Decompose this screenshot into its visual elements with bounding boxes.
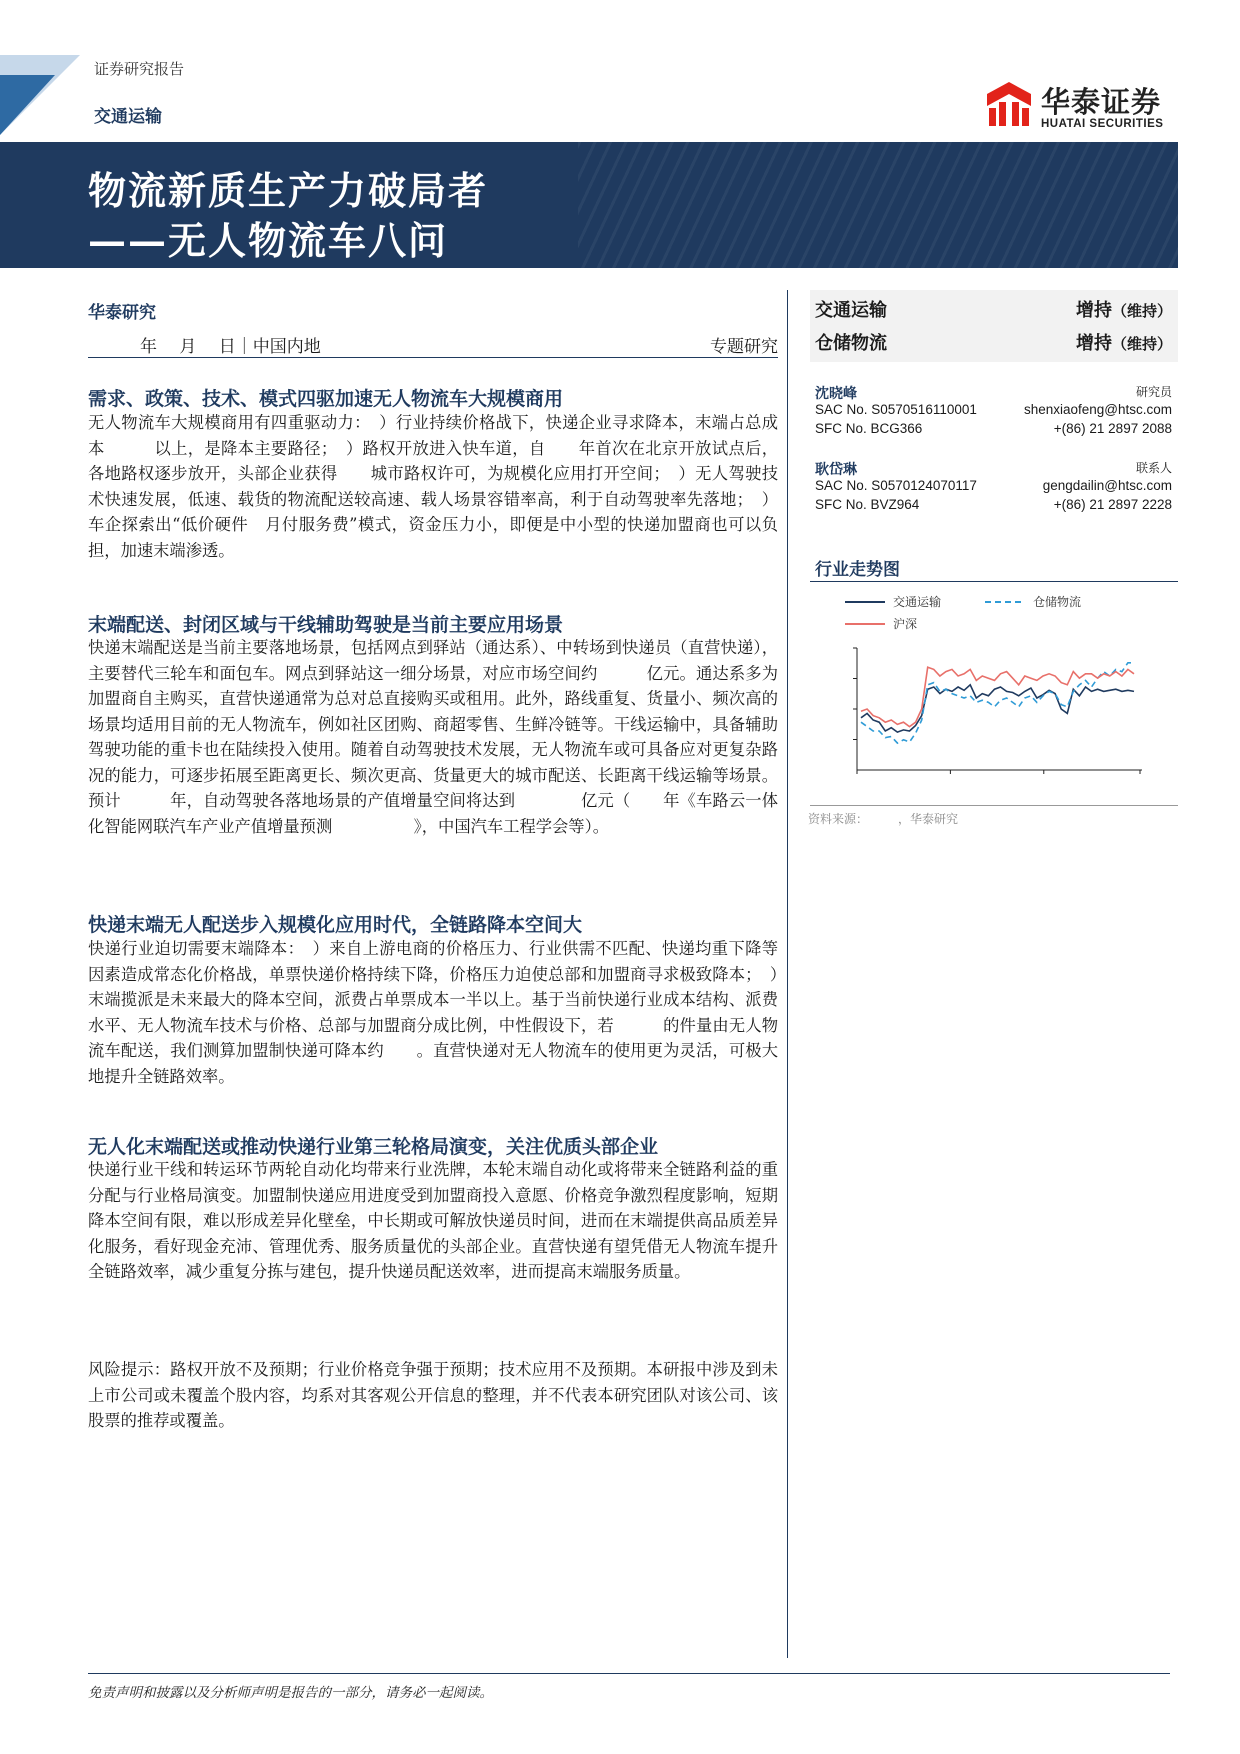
- title-banner: [0, 142, 1178, 268]
- series-line-0: [861, 685, 1134, 732]
- chart-axes: [853, 648, 1142, 774]
- section-body: 快递行业干线和转运环节两轮自动化均带来行业洗牌，本轮末端自动化或将带来全链路利益的重分配与行业格局演变。加盟制快递应用进度受到加盟商投入意愿、价格竞争激烈程度影响，短期降本空间有限，难以形成差异化壁垒，中长期或可解放快递员时间，进而在末端提供高品质差异化服务，看好现金充沛、管理优秀、服务质量优的头部企业。直营快递有望凭借无人物流车提升全链路效率，减少重复分拣与建包，提升快递员配送效率，进而提高末端服务质量。: [88, 1160, 778, 1281]
- rating-row: [815, 296, 1172, 322]
- analyst-sfc: SFC No. BCG366: [815, 421, 923, 436]
- divider: [810, 805, 1178, 806]
- footer-disclaimer: 免责声明和披露以及分析师声明是报告的一部分，请务必一起阅读。: [88, 1685, 493, 1701]
- series-line-2: [861, 667, 1134, 726]
- report-type: 证券研究报告: [94, 60, 185, 78]
- corner-decoration-dark: [0, 75, 55, 135]
- analyst-phone: +(86) 21 2897 2088: [1053, 421, 1172, 436]
- rating-sector: 交通运输: [815, 300, 887, 321]
- report-subtitle: ——无人物流车八问: [88, 218, 449, 263]
- section-body: 快递行业迫切需要末端降本： ）来自上游电商的价格压力、行业供需不匹配、快递均重下降等因素造成常态化价格战，单票快递价格持续下降，价格压力迫使总部和加盟商寻求极致降本； ）末端揽派是未来最大的降本空间，派费占单票成本一半以上。基于当前快递行业成本结构、派费水平、无人物流车技术与价格、总部与加盟商分成比例，中性假设下，若 的件量由无人物流车配送，我们测算加盟制快递可降本约 。直营快递对无人物流车的使用更为灵活，可极大地提升全链路效率。: [88, 939, 778, 1086]
- section-title: 末端配送、封闭区域与干线辅助驾驶是当前主要应用场景: [88, 614, 564, 636]
- section-title: 无人化末端配送或推动快递行业第三轮格局演变，关注优质头部企业: [88, 1136, 659, 1158]
- analyst-role: 联系人: [1135, 461, 1172, 475]
- analyst-sfc: SFC No. BVZ964: [815, 497, 920, 512]
- chart-lines: [861, 663, 1134, 743]
- rating-note: （维持）: [1111, 335, 1172, 353]
- analyst-card: [815, 383, 1172, 440]
- rating-value: 增持: [1075, 300, 1112, 321]
- analyst-email[interactable]: gengdailin@htsc.com: [1042, 478, 1172, 493]
- rating-note: （维持）: [1111, 302, 1172, 320]
- trend-chart-title: 行业走势图: [815, 560, 900, 580]
- analyst-sac: SAC No. S0570516110001: [815, 402, 977, 417]
- report-date: 年 月 日｜中国内地: [140, 337, 321, 357]
- legend-label: 交通运输: [893, 595, 942, 609]
- company-logo: [985, 80, 1190, 136]
- chart-legend: [845, 594, 1081, 631]
- divider: [810, 581, 1178, 582]
- logo-text-en: HUATAI SECURITIES: [1041, 118, 1164, 130]
- section-body: 无人物流车大规模商用有四重驱动力： ）行业持续价格战下，快递企业寻求降本，末端占总成本 以上，是降本主要路径； ）路权开放进入快车道，自 年首次在北京开放试点后，各地路权逐步放开，头部企业获得 城市路权许可，为规模化应用打开空间； ）无人驾驶技术快速发展，低速、载货的物流配送较高速、载人场景容错率高，利于自动驾驶率先落地； ）车企探索出“低价硬件 月付服务费”模式，资金压力小，即便是中小型的快递加盟商也可以负担，加速末端渗透。: [88, 413, 778, 560]
- analyst-name: 耿岱琳: [815, 462, 857, 478]
- chart-source: 资料来源： ，华泰研究: [808, 812, 959, 826]
- legend-label: 仓储物流: [1033, 595, 1082, 609]
- rating-sector: 仓储物流: [815, 333, 887, 354]
- section-body: 快递末端配送是当前主要落地场景，包括网点到驿站（通达系）、中转场到快递员（直营快递），主要替代三轮车和面包车。网点到驿站这一细分场景，对应市场空间约 亿元。通达系多为加盟商自主购买，直营快递通常为总对总直接购买或租用。此外，路线重复、货量小、频次高的场景均适用目前的无人物流车，例如社区团购、商超零售、生鲜冷链等。干线运输中，具备辅助驾驶功能的重卡也在陆续投入使用。随着自动驾驶技术发展，无人物流车或可具备应对更复杂路况的能力，可逐步拓展至距离更长、频次更高、货量更大的城市配送、长距离干线运输等场景。预计 年，自动驾驶各落地场景的产值增量空间将达到 亿元（ 年《车路云一体化智能网联汽车产业产值增量预测 》，中国汽车工程学会等）。: [88, 638, 778, 836]
- sector-label: 交通运输: [94, 107, 162, 127]
- section-title: 需求、政策、技术、模式四驱加速无人物流车大规模商用: [88, 388, 564, 410]
- analyst-phone: +(86) 21 2897 2228: [1053, 497, 1172, 512]
- analyst-email[interactable]: shenxiaofeng@htsc.com: [1023, 402, 1172, 417]
- analyst-sac: SAC No. S0570124070117: [815, 478, 977, 493]
- research-org: 华泰研究: [88, 303, 156, 323]
- date-line: [88, 332, 778, 357]
- analyst-role: 研究员: [1135, 385, 1172, 399]
- logo-text-cn: 华泰证券: [1041, 85, 1162, 119]
- logo-mark-icon: [985, 80, 1033, 128]
- section-title: 快递末端无人配送步入规模化应用时代，全链路降本空间大: [88, 914, 583, 936]
- analyst-card: [815, 459, 1172, 516]
- footer-divider: [88, 1673, 1170, 1674]
- divider: [88, 357, 778, 358]
- risk-disclosure: 风险提示：路权开放不及预期；行业价格竞争强于预期；技术应用不及预期。本研报中涉及到未上市公司或未覆盖个股内容，均系对其客观公开信息的整理，并不代表本研究团队对该公司、该股票的推荐或覆盖。: [88, 1360, 778, 1430]
- rating-value: 增持: [1075, 333, 1112, 354]
- industry-trend-chart: [815, 588, 1175, 798]
- column-divider: [787, 290, 788, 1658]
- report-title: 物流新质生产力破局者: [88, 168, 489, 213]
- analyst-name: 沈晓峰: [815, 386, 857, 402]
- report-category: 专题研究: [710, 337, 778, 357]
- rating-row: [815, 329, 1172, 355]
- legend-label: 沪深: [893, 617, 918, 631]
